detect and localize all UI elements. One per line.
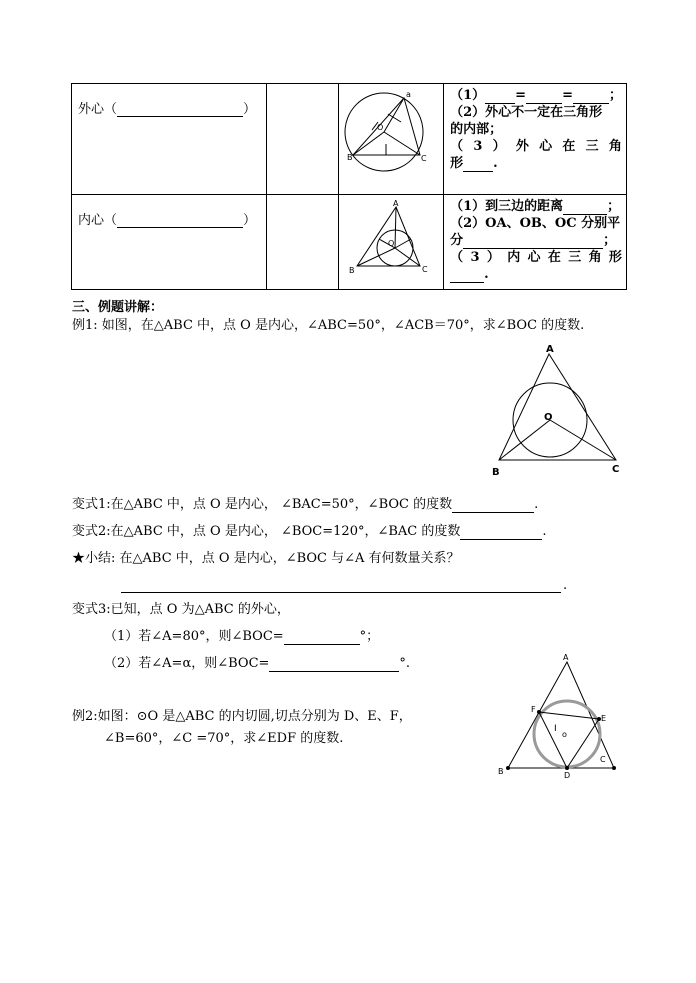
ex1-label-a: A — [546, 344, 554, 355]
ex2-label-b: B — [498, 767, 504, 776]
empty-cell — [266, 195, 338, 290]
variant2: 变式2:在△ABC 中，点 O 是内心， ∠BOC=120°，∠BAC 的度数 . — [72, 524, 547, 539]
circ-label-b: B — [347, 153, 353, 162]
ex2-label-i: I — [554, 724, 557, 734]
incircle-figure — [339, 195, 443, 285]
ex2-label-f: F — [531, 705, 536, 714]
variant1: 变式1:在△ABC 中，点 O 是内心， ∠BAC=50°，∠BOC 的度数 . — [72, 497, 539, 512]
inc-label-b: B — [349, 266, 355, 275]
variant3-item2: （2）若∠A=α，则∠BOC= °. — [104, 656, 411, 671]
inc-label-a: A — [393, 199, 399, 208]
circ-label-o: O — [377, 123, 384, 132]
circ-label-a: a — [406, 90, 412, 99]
circ-prop3-line1: （ 3 ） 外 心 在 三 角 — [450, 139, 622, 154]
summary-end: . — [563, 578, 568, 593]
incenter-label: 内心（ — [78, 213, 118, 228]
incenter-properties: （1）到三边的距离 ； （2）OA、OB、OC 分别平 分 ； （ 3 ） 内 心 在 三 角 形 . — [444, 195, 627, 290]
inc-prop2-line1: （2）OA、OB、OC 分别平 — [450, 216, 621, 231]
example2-line1: 例2:如图：⊙O 是△ABC 的内切圆,切点分别为 D、E、F， — [72, 709, 412, 724]
variant3-item1: （1）若∠A=80°，则∠BOC= °； — [104, 629, 380, 644]
ex2-label-c: C — [600, 755, 606, 764]
circumcircle-figure — [339, 84, 443, 190]
ex2-label-a: A — [563, 653, 569, 662]
ex1-label-b: B — [492, 467, 500, 478]
ex2-label-d: D — [564, 771, 571, 780]
circumcenter-properties: （1） = = ； （2）外心不一定在三角形 的内部； （ 3 ） 外 心 在 三 角 形 . — [444, 84, 627, 195]
circ-prop2-line2: 的内部； — [450, 122, 503, 137]
answer-line — [121, 592, 561, 593]
example1-text: 例1: 如图，在△ABC 中，点 O 是内心，∠ABC=50°，∠ACB＝70°，求∠BOC 的度数. — [72, 318, 585, 333]
blank-line — [117, 103, 243, 117]
circumcircle-figure-cell — [339, 84, 444, 195]
concept-table — [71, 83, 627, 290]
section-title: 三、例题讲解： — [72, 300, 164, 315]
circ-prop2-line1: （2）外心不一定在三角形 — [450, 105, 603, 120]
ex1-label-o: O — [544, 412, 553, 423]
inc-prop3-line1: （ 3 ） 内 心 在 三 角 形 — [450, 250, 622, 265]
example2-line2: ∠B=60°，∠C =70°，求∠EDF 的度数. — [104, 731, 344, 746]
incircle-figure-cell — [339, 195, 444, 290]
ex1-label-c: C — [612, 464, 620, 475]
example2-figure — [494, 650, 624, 780]
blank-line — [117, 214, 243, 228]
ex2-label-o: o — [562, 730, 567, 739]
inc-label-o: O — [388, 239, 395, 248]
example1-figure — [488, 340, 628, 480]
empty-cell — [266, 84, 338, 195]
incenter-label-cell: 内心（ ） — [72, 195, 267, 290]
inc-label-c: C — [422, 265, 428, 274]
circumcenter-label: 外心（ — [78, 102, 118, 117]
circ-label-c: C — [421, 154, 427, 163]
summary-text: ★小结: 在△ABC 中，点 O 是内心，∠BOC 与∠A 有何数量关系？ — [72, 551, 460, 566]
variant3-title: 变式3:已知，点 O 为△ABC 的外心， — [72, 602, 290, 617]
ex2-label-e: E — [601, 714, 607, 723]
circumcenter-label-cell: 外心（ ） — [72, 84, 267, 195]
